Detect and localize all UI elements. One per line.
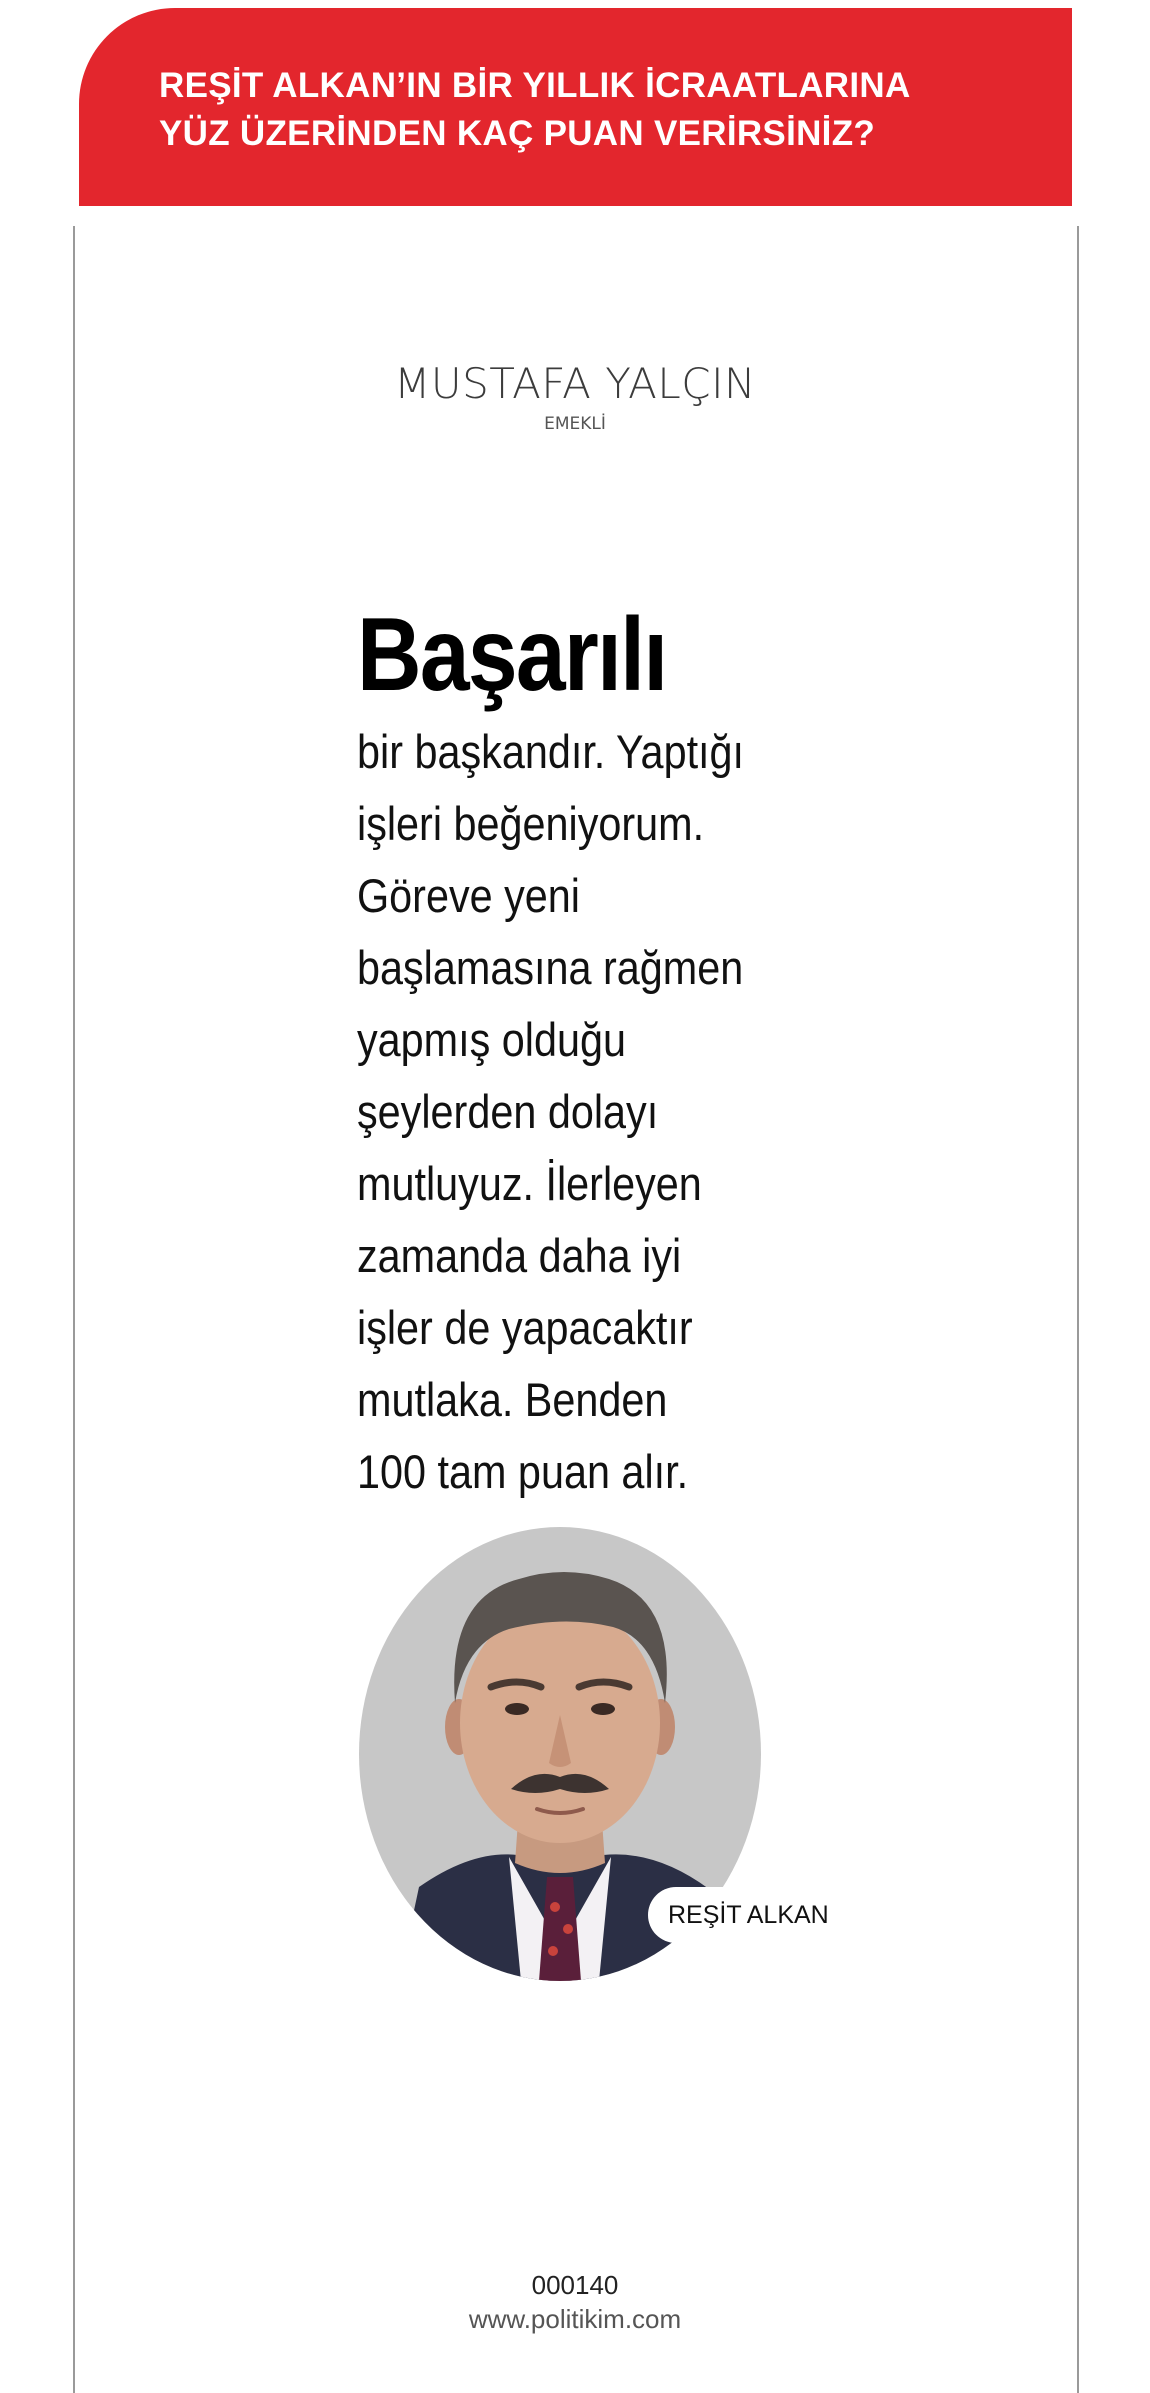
quote-line: yapmış olduğu (357, 1013, 627, 1066)
quote-block (357, 592, 877, 1508)
quote-line: işler de yapacaktır (357, 1301, 693, 1354)
footer-website-link[interactable]: www.politikim.com (468, 2304, 682, 2334)
respondent-block (0, 356, 1150, 436)
footer-code: 000140 (531, 2270, 619, 2300)
frame-border-right (1077, 226, 1079, 2393)
quote-line: mutluyuz. İlerleyen (357, 1157, 702, 1210)
quote-body (357, 716, 815, 1508)
quote-line: işleri beğeniyorum. (357, 797, 705, 850)
frame-border-left (73, 226, 75, 2393)
footer (0, 2268, 1150, 2336)
quote-line: zamanda daha iyi (357, 1229, 682, 1282)
quote-line: şeylerden dolayı (357, 1085, 659, 1138)
subject-name-tag: REŞİT ALKAN (648, 1887, 851, 1943)
quote-line: bir başkandır. Yaptığı (357, 725, 745, 778)
quote-line: 100 tam puan alır. (357, 1445, 689, 1498)
quote-headline: Başarılı (357, 597, 667, 713)
respondent-name: MUSTAFA YALÇIN (394, 359, 756, 408)
quote-line: mutlaka. Benden (357, 1373, 668, 1426)
header-title-line-1: REŞİT ALKAN’IN BİR YILLIK İCRAATLARINA (159, 66, 911, 105)
quote-line: başlamasına rağmen (357, 941, 744, 994)
respondent-occupation: EMEKLİ (544, 414, 606, 434)
quote-line: Göreve yeni (357, 869, 580, 922)
header-banner (79, 8, 1072, 206)
header-title-line-2: YÜZ ÜZERİNDEN KAÇ PUAN VERİRSİNİZ? (159, 114, 876, 153)
